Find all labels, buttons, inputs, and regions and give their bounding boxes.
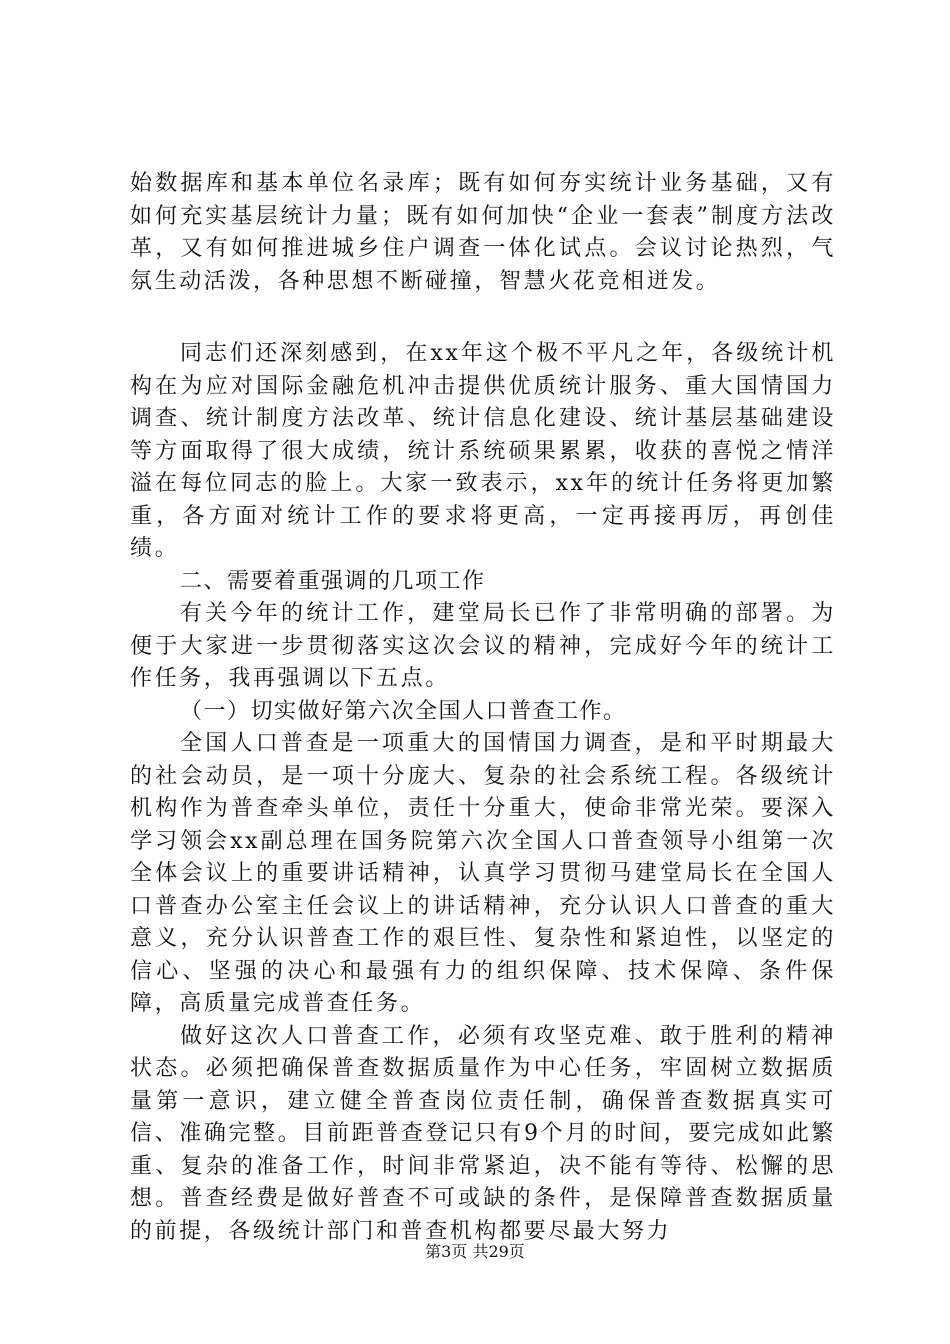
section-heading: 二、需要着重强调的几项工作 xyxy=(180,568,486,594)
page-number-footer: 第3页 共29页 xyxy=(425,1242,525,1261)
paragraph: 有关今年的统计工作，建堂局长已作了非常明确的部署。为便于大家进一步贯彻落实这次会议的精神，完成好今年的统计工作任务，我再强调以下五点。 xyxy=(130,601,836,691)
paragraph: 做好这次人口普查工作，必须有攻坚克难、敢于胜利的精神状态。必须把确保普查数据质量作为中心任务，牢固树立数据质量第一意识，建立健全普查岗位责任制，确保普查数据真实可信、准确完整。目前距普查登记只有9个月的时间，要完成如此繁重、复杂的准备工作，时间非常紧迫，决不能有等待、松懈的思想。普查经费是做好普查不可或缺的条件，是保障普查数据质量的前提，各级统计部门和普查机构都要尽最大努力 xyxy=(130,1023,836,1244)
paragraph: 同志们还深刻感到，在xx年这个极不平凡之年，各级统计机构在为应对国际金融危机冲击提供优质统计服务、重大国情国力调查、统计制度方法改革、统计信息化建设、统计基层基础建设等方面取得了很大成绩，统计系统硕果累累，收获的喜悦之情洋溢在每位同志的脸上。大家一致表示，xx年的统计任务将更加繁重，各方面对统计工作的要求将更高，一定再接再厉，再创佳绩。 xyxy=(130,341,836,561)
paragraph: 全国人口普查是一项重大的国情国力调查，是和平时期最大的社会动员，是一项十分庞大、复杂的社会系统工程。各级统计机构作为普查牵头单位，责任十分重大，使命非常光荣。要深入学习领会xx副总理在国务院第六次全国人口普查领导小组第一次全体会议上的重要讲话精神，认真学习贯彻马建堂局长在全国人口普查办公室主任会议上的讲话精神，充分认识人口普查的重大意义，充分认识普查工作的艰巨性、复杂性和紧迫性，以坚定的信心、坚强的决心和最强有力的组织保障、技术保障、条件保障，高质量完成普查任务。 xyxy=(130,731,836,1016)
subsection-heading: （一）切实做好第六次全国人口普查工作。 xyxy=(180,698,627,724)
paragraph-continued: 始数据库和基本单位名录库；既有如何夯实统计业务基础，又有如何充实基层统计力量；既有如何加快“企业一套表”制度方法改革，又有如何推进城乡住户调查一体化试点。会议讨论热烈，气氛生动活泼，各种思想不断碰撞，智慧火花竞相迸发。 xyxy=(130,171,836,294)
paragraph-gap xyxy=(130,298,836,338)
document-body xyxy=(130,168,836,1248)
